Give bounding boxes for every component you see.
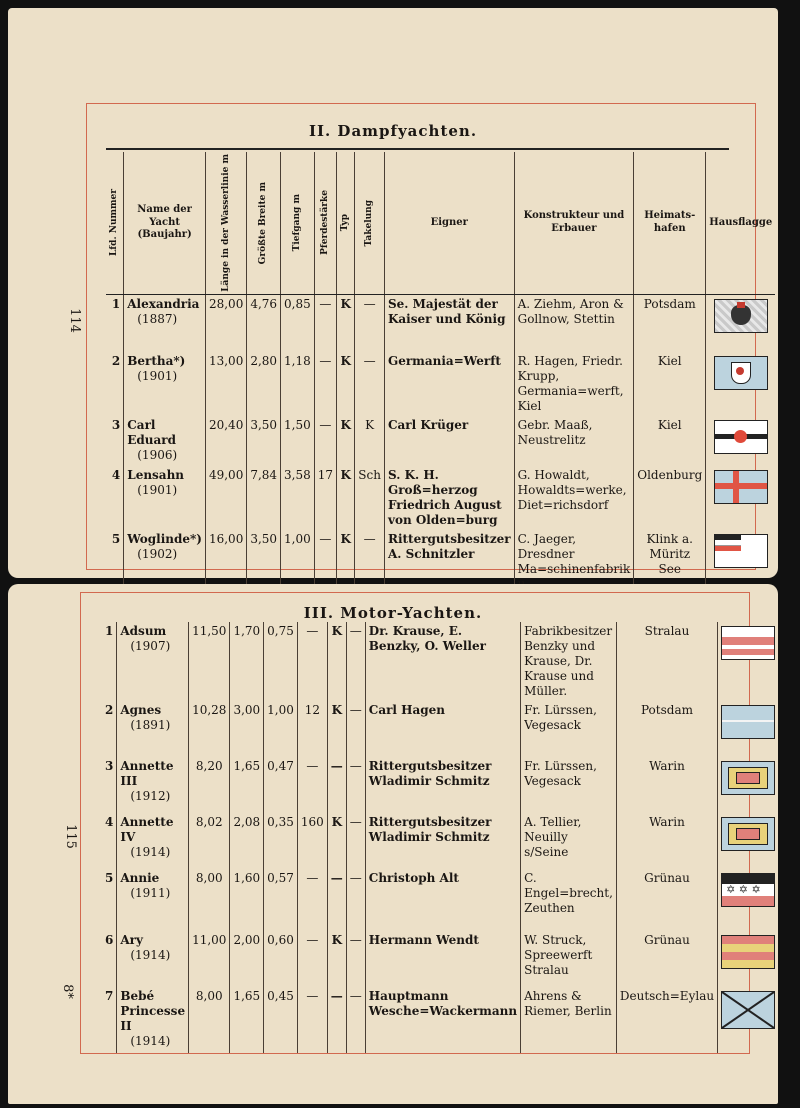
table-row [102, 931, 778, 987]
home-port: Deutsch=Eylau [616, 987, 717, 1053]
type: K [337, 294, 355, 352]
row-number: 2 [105, 703, 114, 717]
house-flag [718, 987, 779, 1053]
length: 11,00 [189, 931, 230, 987]
type: K [337, 530, 355, 620]
steam-yacht-table [106, 152, 775, 620]
house-flag [706, 466, 775, 530]
yacht-name: Annie [120, 871, 160, 885]
owner: Carl Krüger [384, 416, 514, 466]
build-year: (1906) [137, 448, 178, 463]
row-number: 3 [105, 759, 114, 773]
house-flag [718, 931, 779, 987]
yacht-name: Annette III [120, 759, 174, 788]
build-year: (1914) [130, 1034, 171, 1048]
length: 13,00 [205, 352, 246, 416]
depth: 1,50 [281, 416, 315, 466]
table-row [102, 813, 778, 869]
builder: Fr. Lürssen, Vegesack [521, 701, 617, 757]
owner: Rittergutsbesitzer Wladimir Schmitz [365, 757, 520, 813]
horsepower: — [314, 530, 336, 620]
table-row [102, 869, 778, 931]
house-flag [718, 813, 779, 869]
header-builder: Konstrukteur und Erbauer [514, 152, 634, 294]
home-port: Warin [616, 757, 717, 813]
header-length: Länge in der Wasserlinie m [220, 154, 231, 292]
depth: 0,57 [264, 869, 298, 931]
builder: Ahrens & Riemer, Berlin [521, 987, 617, 1053]
table-row [102, 701, 778, 757]
header-depth: Tiefgang m [291, 194, 302, 252]
signature-mark: 8* [59, 984, 75, 999]
row-number: 5 [105, 871, 114, 885]
owner: Carl Hagen [365, 701, 520, 757]
home-port: Potsdam [616, 701, 717, 757]
header-flag: Hausflagge [706, 152, 775, 294]
home-port: Kiel [634, 352, 706, 416]
yacht-name: Bertha*) [127, 354, 186, 369]
length: 28,00 [205, 294, 246, 352]
table-row [102, 987, 778, 1053]
width: 2,00 [230, 931, 264, 987]
yacht-name: Ary [120, 933, 143, 947]
page-114 [8, 8, 778, 578]
type: K [327, 701, 346, 757]
house-flag: ✡ ✡ ✡ [718, 869, 779, 931]
horsepower: 12 [297, 701, 327, 757]
header-width: Größte Breite m [258, 181, 269, 265]
motor-yacht-table [102, 622, 778, 1053]
yacht-name: Adsum [120, 624, 167, 638]
build-year: (1887) [137, 311, 178, 326]
rigging: — [346, 622, 365, 701]
horsepower: 160 [297, 813, 327, 869]
horsepower: 17 [314, 466, 336, 530]
rigging: — [355, 352, 385, 416]
owner: Germania=Werft [384, 352, 514, 416]
header-hp: Pferdestärke [319, 190, 330, 256]
type: K [327, 622, 346, 701]
builder: R. Hagen, Friedr. Krupp, Germania=werft, Kiel [514, 352, 634, 416]
type: — [327, 869, 346, 931]
home-port: Grünau [616, 931, 717, 987]
row-number: 1 [105, 624, 114, 638]
header-owner: Eigner [384, 152, 514, 294]
builder: A. Tellier, Neuilly s/Seine [521, 813, 617, 869]
builder: W. Struck, Spreewerft Stralau [521, 931, 617, 987]
rigging: — [346, 869, 365, 931]
length: 20,40 [205, 416, 246, 466]
depth: 0,45 [264, 987, 298, 1053]
home-port: Kiel [634, 416, 706, 466]
rigging: — [346, 987, 365, 1053]
table-row [106, 416, 775, 466]
owner: Hauptmann Wesche=Wackermann [365, 987, 520, 1053]
depth: 0,47 [264, 757, 298, 813]
length: 11,50 [189, 622, 230, 701]
house-flag [718, 757, 779, 813]
row-number: 6 [105, 933, 114, 947]
depth: 1,00 [264, 701, 298, 757]
row-number: 3 [111, 418, 121, 433]
build-year: (1891) [130, 718, 171, 732]
yacht-name: Agnes [120, 703, 162, 717]
owner: Christoph Alt [365, 869, 520, 931]
house-flag [706, 294, 775, 352]
builder: C. Jaeger, Dresdner Ma=schinenfabrik [514, 530, 634, 620]
yacht-name: Annette IV [120, 815, 174, 844]
house-flag [718, 701, 779, 757]
length: 49,00 [205, 466, 246, 530]
rigging: — [355, 530, 385, 620]
horsepower: — [314, 416, 336, 466]
header-rig: Takelung [364, 199, 374, 247]
width: 2,80 [247, 352, 281, 416]
table-row [106, 294, 775, 352]
table-row [102, 757, 778, 813]
table-row [106, 466, 775, 530]
length: 8,00 [189, 869, 230, 931]
owner: Rittergutsbesitzer Wladimir Schmitz [365, 813, 520, 869]
table-row [106, 352, 775, 416]
width: 3,50 [247, 416, 281, 466]
header-type: Typ [340, 214, 351, 232]
owner: Hermann Wendt [365, 931, 520, 987]
type: — [327, 757, 346, 813]
house-flag [718, 622, 779, 701]
horsepower: — [297, 931, 327, 987]
yacht-name: Carl Eduard [127, 418, 176, 448]
rigging: K [355, 416, 385, 466]
owner: S. K. H. Groß=herzog Friedrich August von Olden=burg [384, 466, 514, 530]
rigging: — [355, 294, 385, 352]
length: 16,00 [205, 530, 246, 620]
table-row [102, 622, 778, 701]
header-name: Name der Yacht (Baujahr) [124, 152, 206, 294]
house-flag [706, 416, 775, 466]
horsepower: — [314, 294, 336, 352]
depth: 1,18 [281, 352, 315, 416]
type: K [327, 813, 346, 869]
row-number: 4 [111, 468, 121, 483]
width: 7,84 [247, 466, 281, 530]
width: 1,65 [230, 757, 264, 813]
build-year: (1901) [137, 369, 178, 384]
horsepower: — [297, 757, 327, 813]
page-number: 114 [66, 308, 82, 333]
build-year: (1914) [130, 845, 171, 859]
home-port: Klink a. Müritz See [634, 530, 706, 620]
row-number: 4 [105, 815, 114, 829]
length: 8,00 [189, 987, 230, 1053]
rigging: Sch [355, 466, 385, 530]
section-title: II. Dampfyachten. [308, 122, 478, 140]
section-title: III. Motor-Yachten. [303, 604, 483, 622]
width: 4,76 [247, 294, 281, 352]
owner: Rittergutsbesitzer A. Schnitzler [384, 530, 514, 620]
house-flag [706, 352, 775, 416]
rigging: — [346, 813, 365, 869]
width: 3,00 [230, 701, 264, 757]
home-port: Stralau [616, 622, 717, 701]
rule [106, 148, 729, 150]
yacht-name: Lensahn [127, 468, 185, 483]
row-number: 1 [111, 296, 121, 311]
type: K [337, 466, 355, 530]
type: K [327, 931, 346, 987]
length: 8,02 [189, 813, 230, 869]
rigging: — [346, 931, 365, 987]
build-year: (1907) [130, 639, 171, 653]
horsepower: — [297, 622, 327, 701]
home-port: Warin [616, 813, 717, 869]
header-port: Heimats-hafen [634, 152, 706, 294]
rigging: — [346, 701, 365, 757]
yacht-name: Woglinde*) [127, 532, 202, 547]
type: K [337, 352, 355, 416]
depth: 0,35 [264, 813, 298, 869]
builder: G. Howaldt, Howaldts=werke, Diet=richsdorf [514, 466, 634, 530]
horsepower: — [297, 987, 327, 1053]
type: — [327, 987, 346, 1053]
type: K [337, 416, 355, 466]
width: 3,50 [247, 530, 281, 620]
depth: 0,75 [264, 622, 298, 701]
build-year: (1912) [130, 789, 171, 803]
depth: 0,85 [281, 294, 315, 352]
builder: C. Engel=brecht, Zeuthen [521, 869, 617, 931]
yacht-name: Alexandria [127, 296, 200, 311]
build-year: (1914) [130, 948, 171, 962]
page-number: 115 [62, 824, 78, 849]
header-nr: Lfd. Nummer [109, 189, 119, 257]
row-number: 5 [111, 532, 121, 547]
owner: Se. Majestät der Kaiser und König [384, 294, 514, 352]
page-115 [8, 584, 778, 1104]
build-year: (1901) [137, 483, 178, 498]
horsepower: — [297, 869, 327, 931]
width: 1,65 [230, 987, 264, 1053]
length: 10,28 [189, 701, 230, 757]
rigging: — [346, 757, 365, 813]
owner: Dr. Krause, E. Benzky, O. Weller [365, 622, 520, 701]
row-number: 7 [105, 989, 114, 1003]
home-port: Oldenburg [634, 466, 706, 530]
home-port: Grünau [616, 869, 717, 931]
horsepower: — [314, 352, 336, 416]
depth: 0,60 [264, 931, 298, 987]
builder: Fr. Lürssen, Vegesack [521, 757, 617, 813]
builder: Gebr. Maaß, Neustrelitz [514, 416, 634, 466]
builder: Fabrikbesitzer Benzky und Krause, Dr. Krause und Müller. [521, 622, 617, 701]
build-year: (1911) [130, 886, 171, 900]
depth: 3,58 [281, 466, 315, 530]
width: 1,60 [230, 869, 264, 931]
yacht-name: Bebé Princesse II [120, 989, 186, 1033]
home-port: Potsdam [634, 294, 706, 352]
builder: A. Ziehm, Aron & Gollnow, Stettin [514, 294, 634, 352]
width: 2,08 [230, 813, 264, 869]
row-number: 2 [111, 354, 121, 369]
length: 8,20 [189, 757, 230, 813]
depth: 1,00 [281, 530, 315, 620]
width: 1,70 [230, 622, 264, 701]
build-year: (1902) [137, 547, 178, 562]
